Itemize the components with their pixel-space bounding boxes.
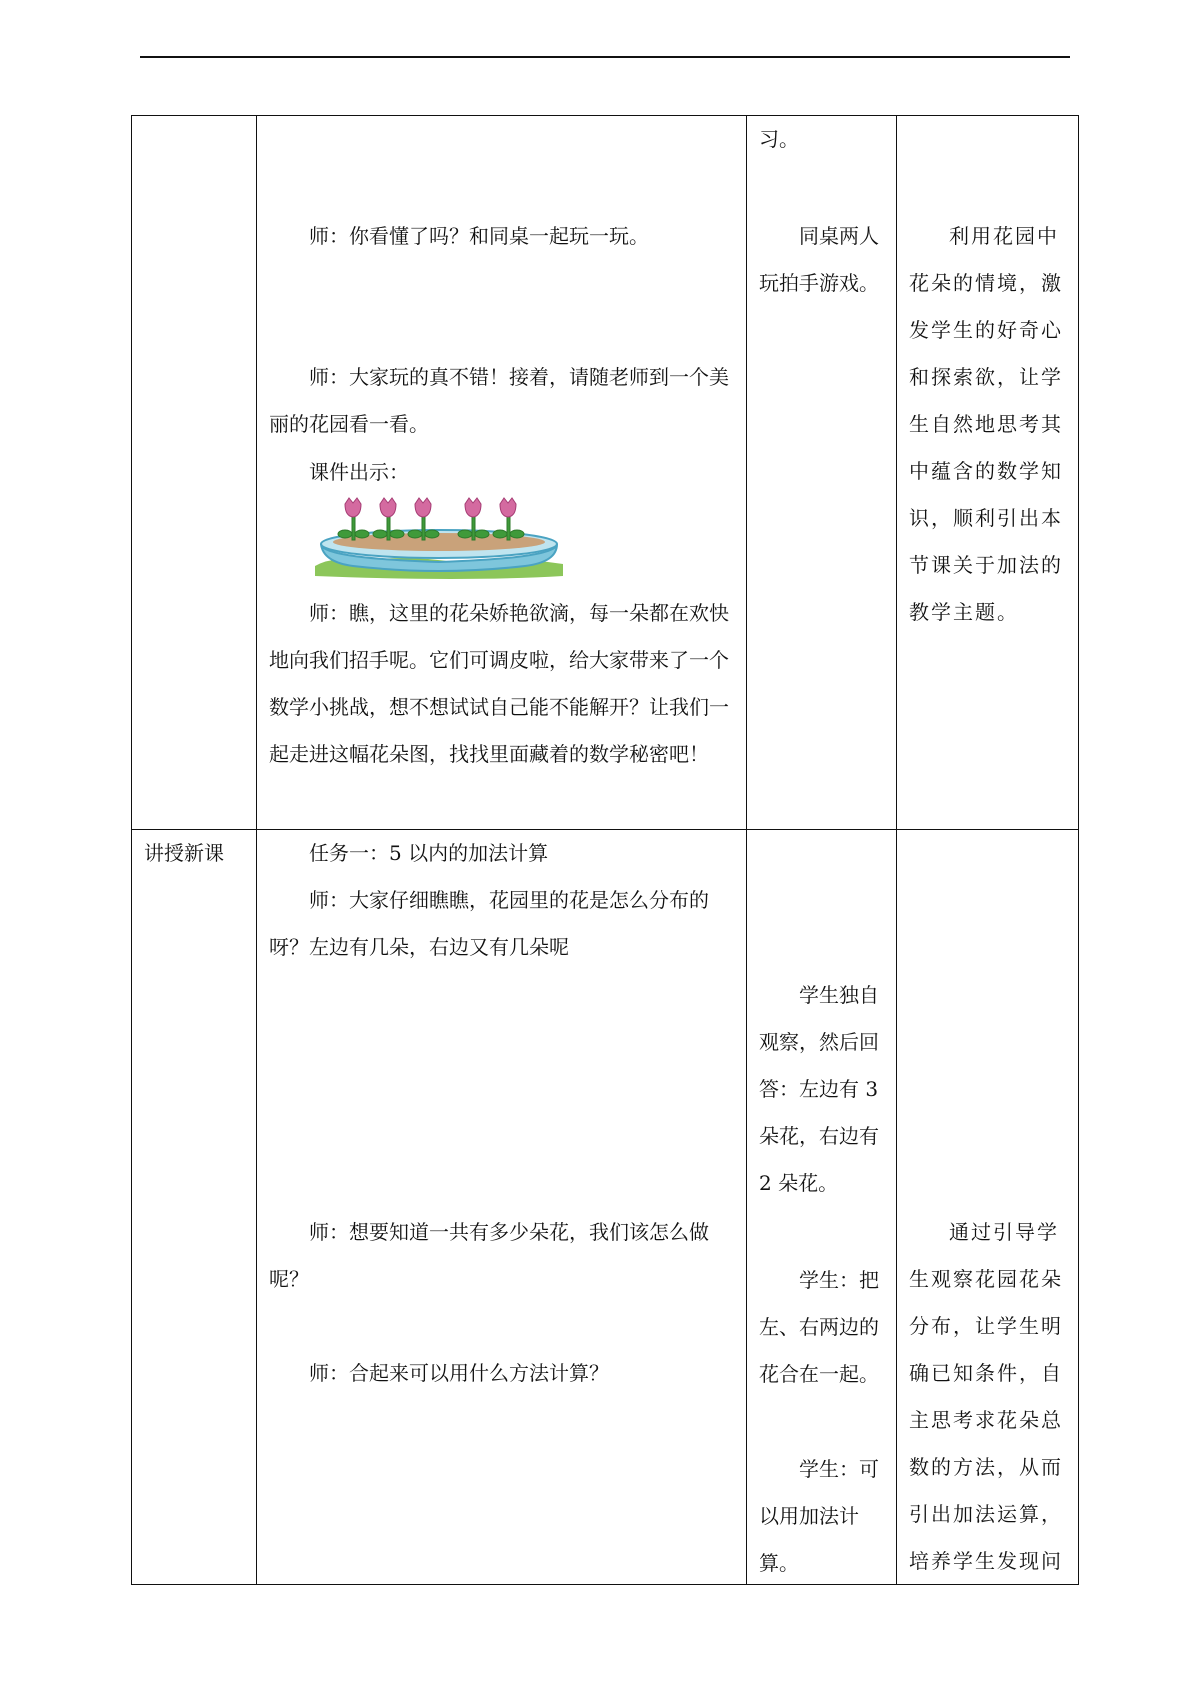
teacher-activity-cell bbox=[257, 116, 747, 830]
intent-line: 通过引导学生观察花园花朵分布，让学生明确已知条件，自主思考求花朵总数的方法，从而引出加法运算，培养学生发现问 bbox=[909, 1220, 1063, 1573]
teacher-line: 师：你看懂了吗？和同桌一起玩一玩。 bbox=[309, 224, 649, 248]
student-activity-cell bbox=[747, 116, 897, 830]
stage-cell bbox=[132, 116, 257, 830]
student-line: 同桌两人玩拍手游戏。 bbox=[759, 224, 879, 295]
teacher-line: 师：大家仔细瞧瞧，花园里的花是怎么分布的呀？左边有几朵，右边又有几朵呢 bbox=[269, 888, 709, 959]
student-line: 学生独自观察，然后回答：左边有 3 朵花，右边有 2 朵花。 bbox=[759, 983, 879, 1195]
stage-label: 讲授新课 bbox=[144, 841, 224, 865]
teacher-line: 师：合起来可以用什么方法计算？ bbox=[309, 1361, 609, 1385]
student-line: 学生：可以用加法计算。 bbox=[759, 1457, 879, 1575]
student-line: 学生：把左、右两边的花合在一起。 bbox=[759, 1268, 879, 1386]
teacher-line: 师：想要知道一共有多少朵花，我们该怎么做呢？ bbox=[269, 1220, 709, 1291]
teacher-line: 课件出示： bbox=[309, 460, 409, 484]
teacher-line: 师：瞧，这里的花朵娇艳欲滴，每一朵都在欢快地向我们招手呢。它们可调皮啦，给大家带来了一个数学小挑战，想不想试试自己能不能解开？让我们一起走进这幅花朵图，找找里面藏着的数学秘密吧！ bbox=[269, 601, 729, 766]
design-intent-cell bbox=[897, 830, 1079, 1585]
student-line: 习。 bbox=[759, 127, 799, 151]
lesson-plan-table bbox=[131, 115, 1079, 1585]
design-intent-cell bbox=[897, 116, 1079, 830]
intent-line: 利用花园中花朵的情境，激发学生的好奇心和探索欲，让学生自然地思考其中蕴含的数学知识，顺利引出本节课关于加法的教学主题。 bbox=[909, 224, 1063, 624]
teacher-line: 师：大家玩的真不错！接着，请随老师到一个美丽的花园看一看。 bbox=[269, 365, 729, 436]
task-heading: 任务一：5 以内的加法计算 bbox=[309, 841, 549, 865]
table-row bbox=[132, 830, 1079, 1585]
teacher-activity-cell bbox=[257, 830, 747, 1585]
stage-cell bbox=[132, 830, 257, 1585]
header-rule bbox=[140, 56, 1070, 58]
student-activity-cell bbox=[747, 830, 897, 1585]
table-row bbox=[132, 116, 1079, 830]
flower-garden-illustration bbox=[313, 496, 565, 581]
